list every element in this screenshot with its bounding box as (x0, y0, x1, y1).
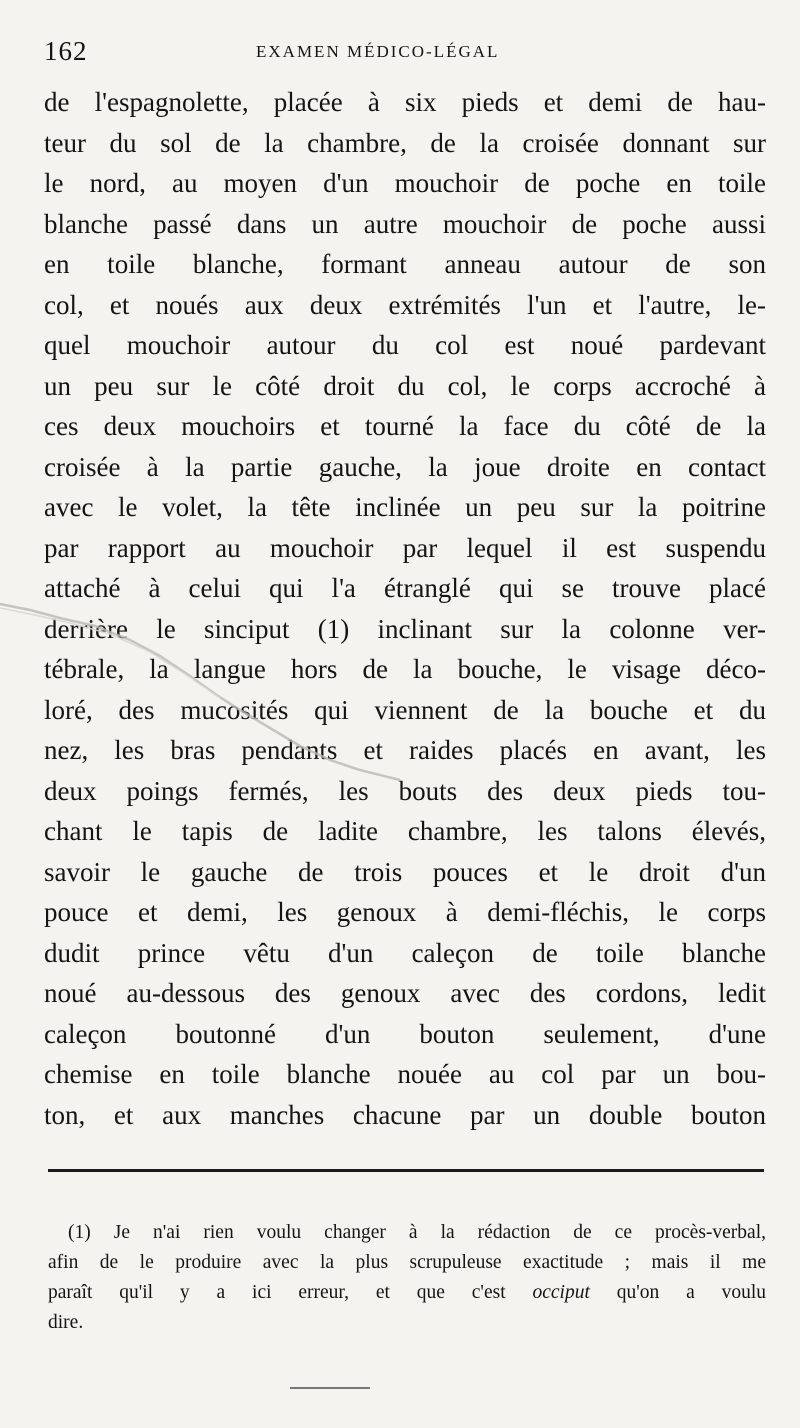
text-line: tébrale, la langue hors de la bouche, le visage déco- (44, 654, 766, 684)
text-line: par rapport au mouchoir par lequel il est suspendu (44, 532, 766, 563)
text-line: ton, et aux manches chacune par un double bouton (44, 1099, 766, 1130)
text-line: derrière le sinciput (1) inclinant sur la colonne ver- (44, 613, 766, 644)
footnote (48, 1218, 766, 1338)
body-text (44, 82, 766, 1135)
text-line: de l'espagnolette, placée à six pieds et demi de hau- (44, 87, 766, 117)
footnote-line (48, 1278, 766, 1308)
text-line: pouce et demi, les genoux à demi-fléchis, le corps (44, 897, 766, 927)
text-line: nez, les bras pendants et raides placés en avant, les (44, 735, 766, 765)
text-line: croisée à la partie gauche, la joue droite en contact (44, 451, 766, 482)
bottom-ornament-rule (290, 1387, 370, 1389)
text-line: loré, des mucosités qui viennent de la bouche et du (44, 694, 766, 725)
text-line: ces deux mouchoirs et tourné la face du côté de la (44, 411, 766, 441)
text-line: un peu sur le côté droit du col, le corps accroché à (44, 370, 766, 401)
page-number: 162 (44, 36, 88, 66)
footnote-line: (1) Je n'ai rien voulu changer à la rédaction de ce procès-verbal, (68, 1222, 766, 1243)
footnote-line: afin de le produire avec la plus scrupuleuse exactitude ; mais il me (48, 1252, 766, 1273)
text-line: caleçon boutonné d'un bouton seulement, d'une (44, 1018, 766, 1049)
text-line: blanche passé dans un autre mouchoir de poche aussi (44, 208, 766, 239)
text-line: quel mouchoir autour du col est noué pardevant (44, 330, 766, 360)
text-line: en toile blanche, formant anneau autour de son (44, 249, 766, 279)
page-header (44, 36, 764, 66)
text-line: chant le tapis de ladite chambre, les talons élevés, (44, 816, 766, 846)
footnote-line: dire. (48, 1312, 84, 1333)
running-head: EXAMEN MÉDICO-LÉGAL (256, 42, 500, 61)
footnote-divider (48, 1169, 764, 1172)
text-line: dudit prince vêtu d'un caleçon de toile blanche (44, 937, 766, 968)
footnote-italic-term: occiput (532, 1282, 590, 1303)
text-line: noué au-dessous des genoux avec des cordons, ledit (44, 978, 766, 1008)
text-line: chemise en toile blanche nouée au col par un bou- (44, 1059, 766, 1089)
text-line: col, et noués aux deux extrémités l'un et l'autre, le- (44, 289, 766, 320)
footnote-text: qu'on a voulu (589, 1282, 766, 1303)
text-line: deux poings fermés, les bouts des deux pieds tou- (44, 775, 766, 806)
text-line: le nord, au moyen d'un mouchoir de poche en toile (44, 168, 766, 198)
text-line: avec le volet, la tête inclinée un peu sur la poitrine (44, 492, 766, 522)
footnote-text: paraît qu'il y a ici erreur, et que c'est (48, 1282, 533, 1303)
text-line: teur du sol de la chambre, de la croisée donnant sur (44, 127, 766, 158)
text-line: savoir le gauche de trois pouces et le droit d'un (44, 856, 766, 887)
text-line: attaché à celui qui l'a étranglé qui se trouve placé (44, 573, 766, 603)
